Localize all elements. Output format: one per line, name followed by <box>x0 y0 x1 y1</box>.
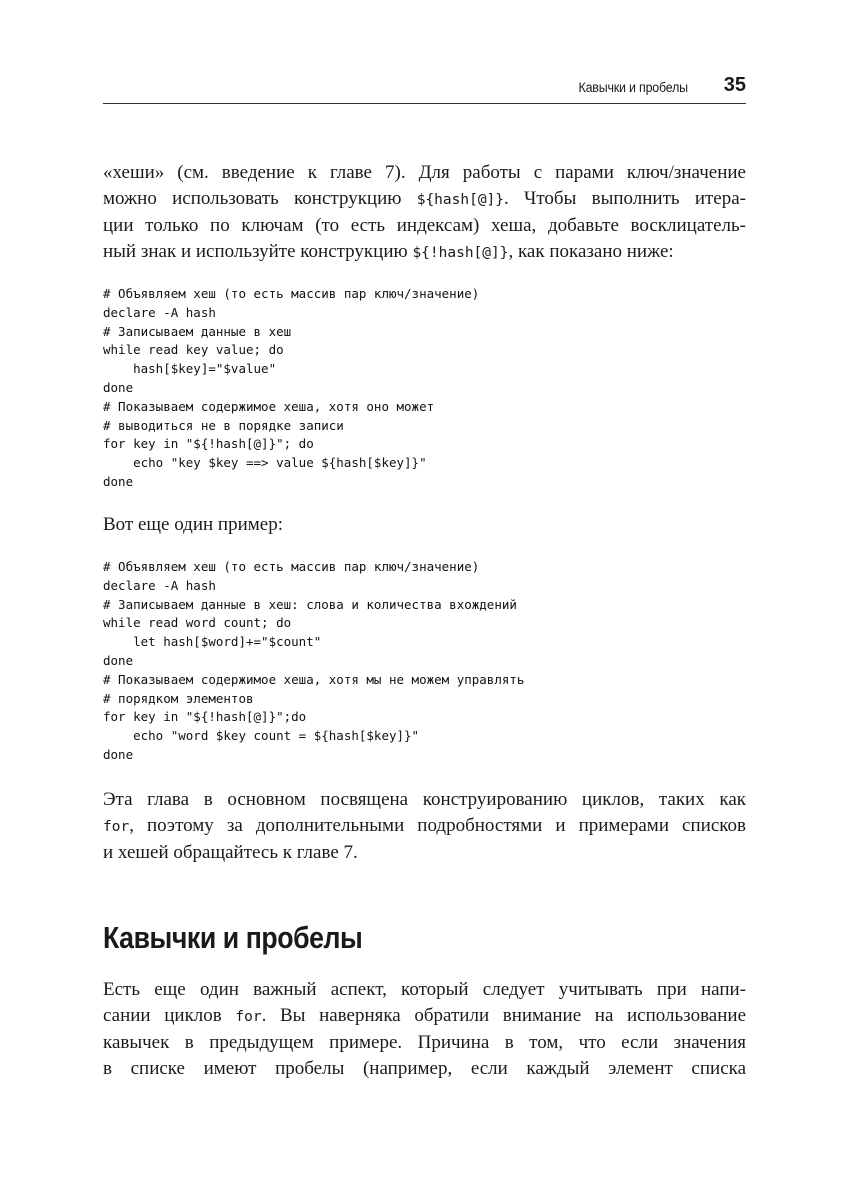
code-line: # порядком элементов <box>103 690 254 706</box>
code-line: # Показываем содержимое хеша, хотя оно может <box>103 398 435 414</box>
code-block-2 <box>103 558 746 765</box>
text-fragment: и хешей обращайтесь к главе 7. <box>103 842 358 863</box>
text-line <box>103 186 746 213</box>
code-line: declare -A hash <box>103 577 216 593</box>
text-fragment: , поэтому за дополнительными подробностями и примерами списков <box>129 815 746 836</box>
text-fragment: , как показано ниже: <box>508 241 674 262</box>
code-line: let hash[$word]+="$count" <box>103 634 322 650</box>
code-line: while read word count; do <box>103 615 292 631</box>
intro-paragraph <box>103 160 746 266</box>
code-line: declare -A hash <box>103 304 216 320</box>
page-number: 35 <box>723 74 746 96</box>
code-line: # Записываем данные в хеш <box>103 323 292 339</box>
inline-code: ${hash[@]} <box>416 192 505 208</box>
summary-paragraph <box>103 787 746 866</box>
text-fragment: «хеши» (см. введение к главе 7). Для работы с парами ключ/значение <box>103 162 746 183</box>
text-fragment: можно использовать конструкцию <box>103 188 417 209</box>
text-line <box>103 977 746 1003</box>
text-line <box>103 840 746 866</box>
text-line <box>103 1030 746 1056</box>
text-fragment: ный знак и используйте конструкцию <box>103 241 413 262</box>
code-line: done <box>103 652 134 668</box>
text-line: Вот еще один пример: <box>103 514 283 535</box>
text-fragment: Эта глава в основном посвящена конструированию циклов, таких как <box>103 789 746 810</box>
code-line: while read key value; do <box>103 342 284 358</box>
running-header <box>103 74 746 104</box>
text-line <box>103 160 746 186</box>
section-heading: Кавычки и пробелы <box>103 920 363 955</box>
code-line: hash[$key]="$value" <box>103 361 277 377</box>
inline-code: for <box>103 819 130 835</box>
inline-code: ${!hash[@]} <box>412 245 509 261</box>
text-line <box>103 213 746 239</box>
section-paragraph <box>103 977 746 1082</box>
text-fragment: Есть еще один важный аспект, который следует учитывать при напи- <box>103 979 746 1000</box>
code-line: # выводиться не в порядке записи <box>103 417 344 433</box>
code-line: echo "key $key ==> value ${hash[$key]}" <box>103 455 427 471</box>
running-section-title: Кавычки и пробелы <box>578 80 688 95</box>
code-line: for key in "${!hash[@]}"; do <box>103 436 314 452</box>
text-fragment: кавычек в предыдущем примере. Причина в том, что если значения <box>103 1032 746 1053</box>
text-line <box>103 813 746 840</box>
example-intro-paragraph <box>103 512 746 538</box>
code-line: done <box>103 473 134 489</box>
text-fragment: . Вы наверняка обратили внимание на использование <box>261 1005 746 1026</box>
text-line <box>103 1003 746 1030</box>
text-line <box>103 239 746 266</box>
text-line <box>103 787 746 813</box>
code-line: # Объявляем хеш (то есть массив пар ключ/значение) <box>103 286 480 301</box>
code-line: for key in "${!hash[@]}";do <box>103 709 307 725</box>
code-block-1 <box>103 285 746 492</box>
code-line: # Записываем данные в хеш: слова и количества вхождений <box>103 596 517 612</box>
code-line: done <box>103 379 134 395</box>
inline-code: for <box>235 1009 262 1025</box>
code-line: # Показываем содержимое хеша, хотя мы не можем управлять <box>103 671 525 687</box>
text-fragment: сании циклов <box>103 1005 236 1026</box>
code-line: # Объявляем хеш (то есть массив пар ключ/значение) <box>103 559 480 574</box>
code-line: done <box>103 746 134 762</box>
text-fragment: ции только по ключам (то есть индексам) хеша, добавьте восклицатель- <box>103 215 746 236</box>
text-fragment: . Чтобы выполнить итера- <box>504 188 746 209</box>
code-line: echo "word $key count = ${hash[$key]}" <box>103 728 420 744</box>
text-line <box>103 1056 746 1082</box>
text-fragment: в списке имеют пробелы (например, если каждый элемент списка <box>103 1058 746 1079</box>
